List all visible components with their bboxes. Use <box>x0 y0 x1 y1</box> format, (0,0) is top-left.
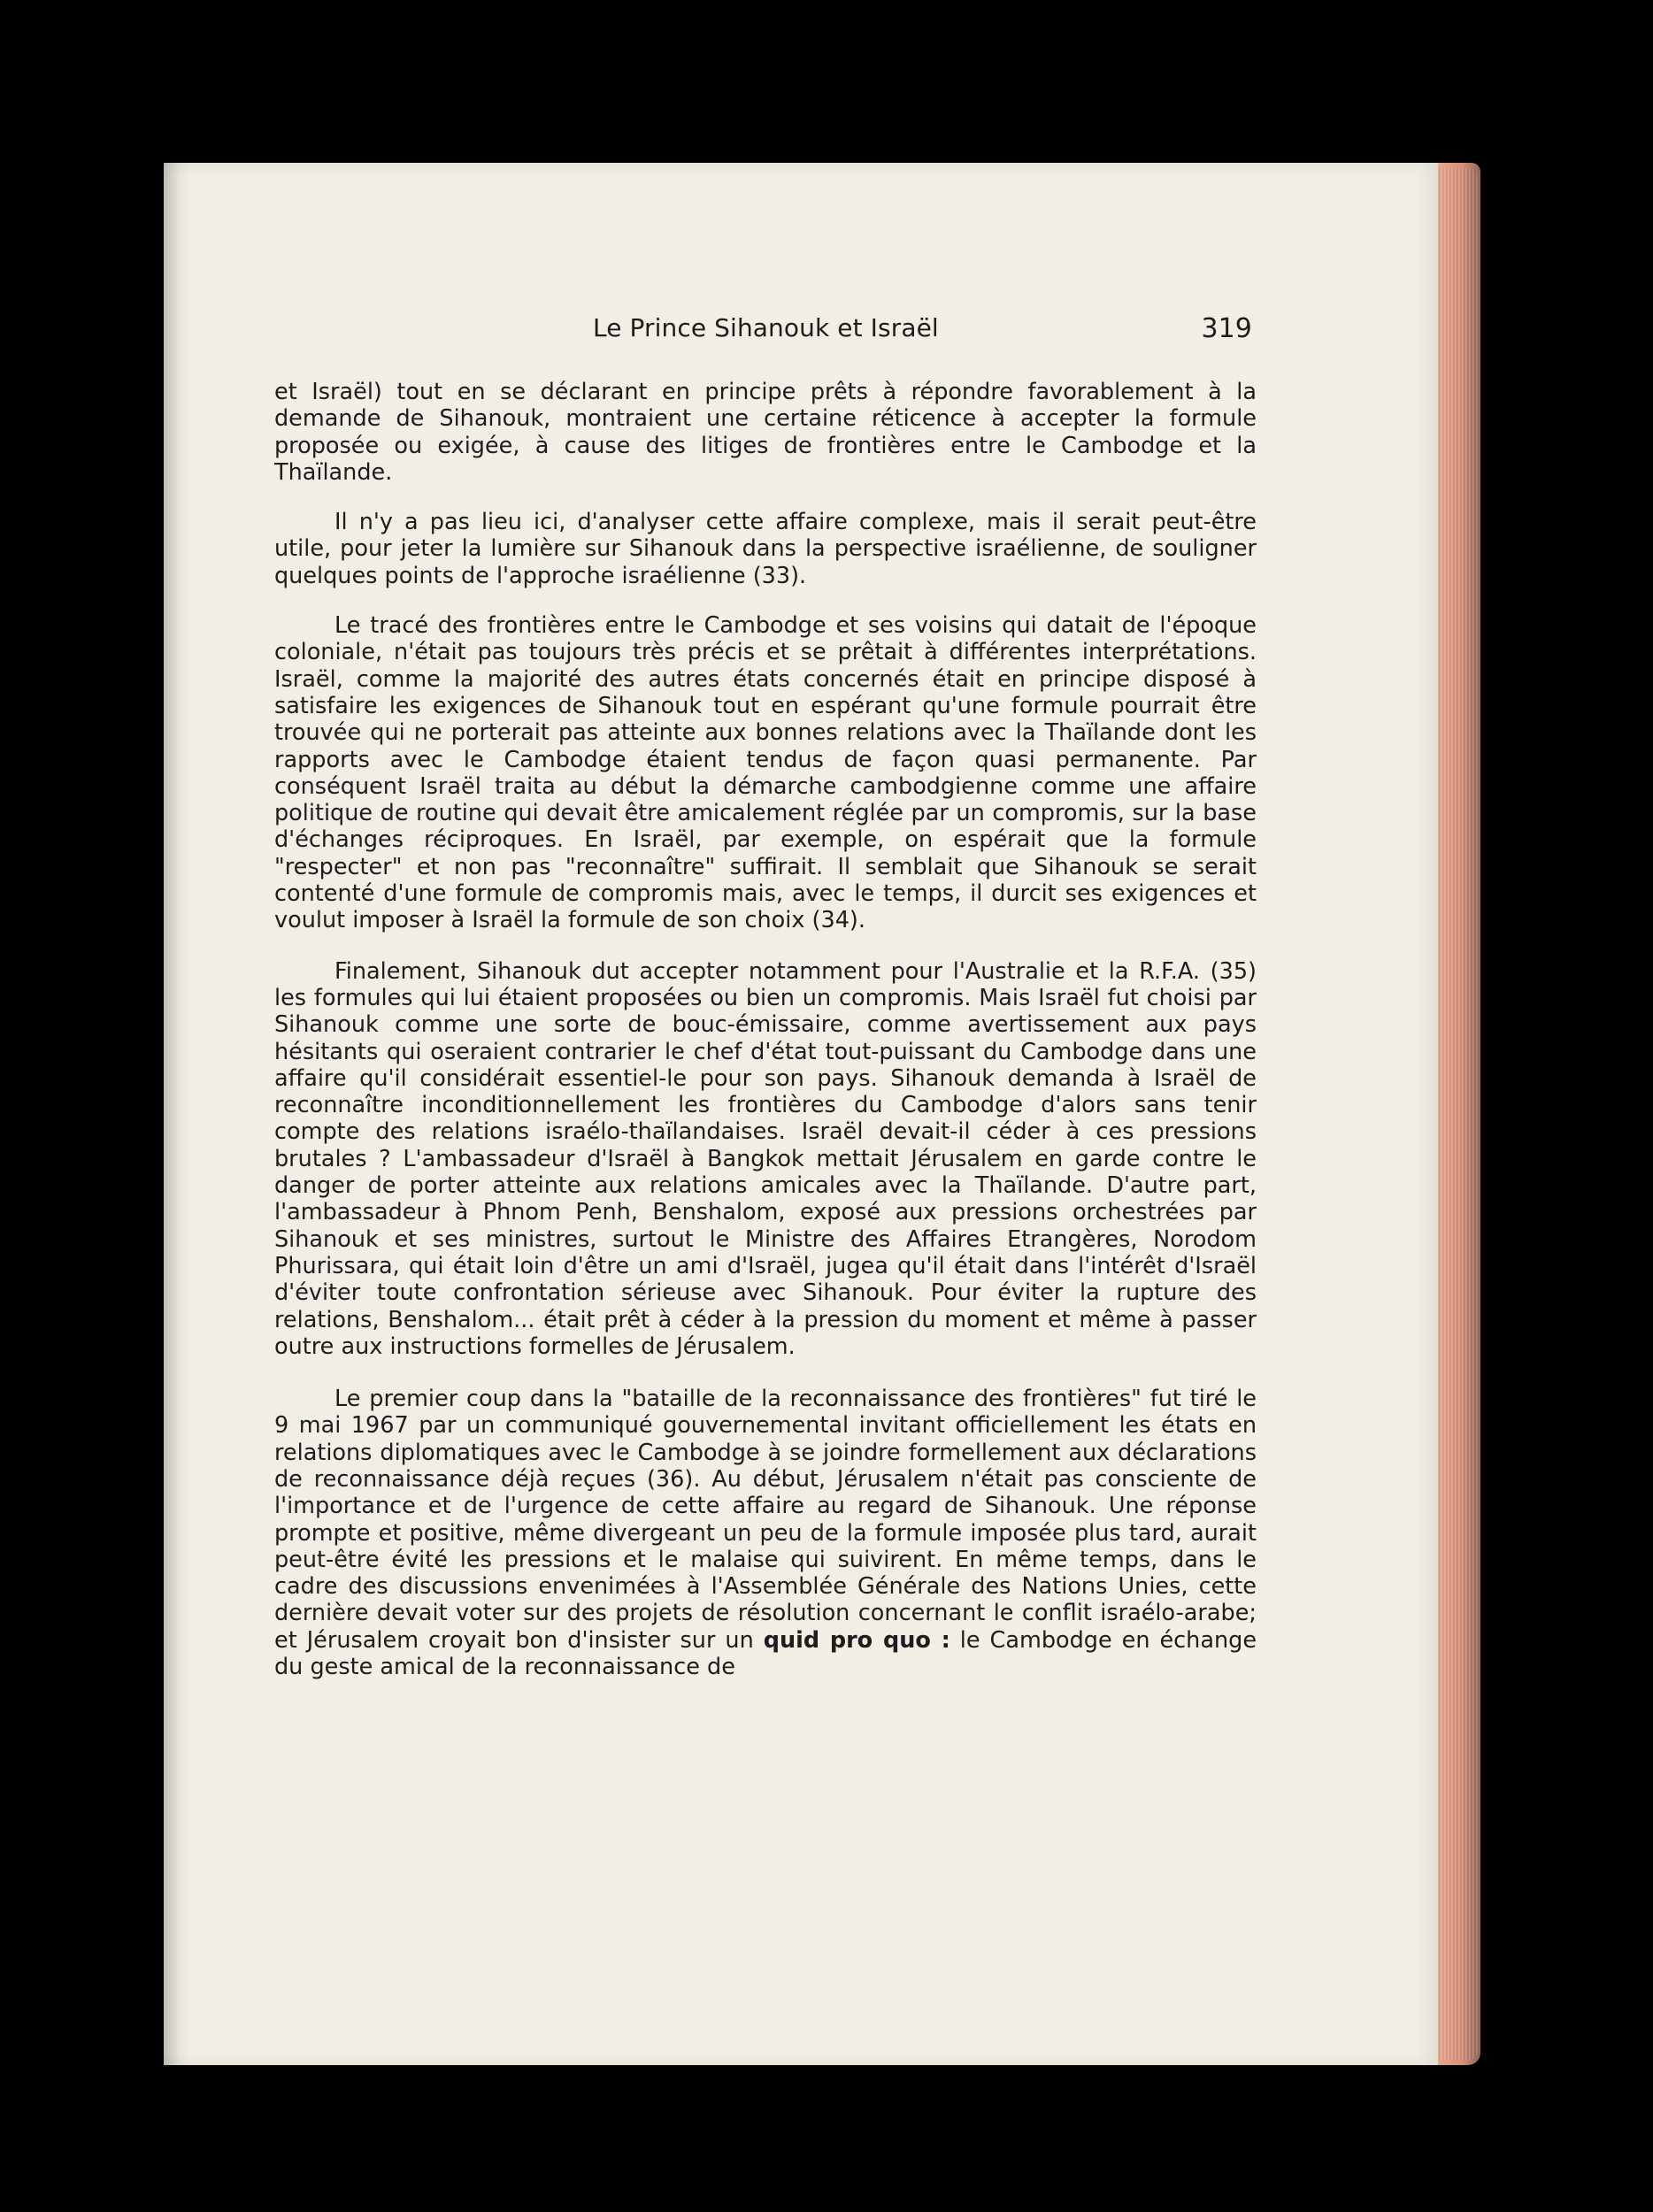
quid-pro-quo-emphasis: quid pro quo : <box>763 1626 950 1654</box>
paragraph-5 <box>274 1386 1257 1680</box>
paragraph-5-main: Le premier coup dans la "bataille de la reconnaissance des frontières" fut tiré le 9 mai 1967 par un communiqué gouvernemental invitant officiellement les états en relations diplomatiques avec le Cambodge à se joindre formellement aux déclarations de reconnaissance déjà reçues (36). Au début, Jérusalem n'était pas consciente de l'importance et de l'urgence de cette affaire au regard de Sihanouk. Une réponse prompte et positive, même divergeant un peu de la formule imposée plus tard, aurait peut-être évité les pressions et le malaise qui suivirent. En même temps, dans le cadre des discussions envenimées à l'Assemblée Générale des Nations Unies, cette dernière devait voter sur des projets de résolution concernant le conflit israélo-arabe; et Jérusalem croyait bon d'insister sur un <box>274 1386 1257 1654</box>
paragraph-5-end: le Cambodge en échange du geste amical de la reconnaissance de <box>274 1626 1257 1681</box>
running-header <box>274 313 1252 359</box>
body-text <box>274 379 1257 1680</box>
page-number: 319 <box>1201 313 1252 344</box>
paragraph-3: Le tracé des frontières entre le Cambodge et ses voisins qui datait de l'époque coloniale, n'était pas toujours très précis et se prêtait à différentes interprétations. Israël, comme la majorité des autres états concernés était en principe disposé à satisfaire les exigences de Sihanouk tout en espérant qu'une formule pourrait être trouvée qui ne porterait pas atteinte aux bonnes relations avec la Thaïlande dont les rapports avec le Cambodge étaient tendus de façon quasi permanente. Par conséquent Israël traita au début la démarche cambodgienne comme une affaire politique de routine qui devait être amicalement réglée par un compromis, sur la base d'échanges réciproques. En Israël, par exemple, on espérait que la formule "respecter" et non pas "reconnaître" suffirait. Il semblait que Sihanouk se serait contenté d'une formule de compromis mais, avec le temps, il durcit ses exigences et voulut imposer à Israël la formule de son choix (34). <box>274 612 1257 934</box>
paragraph-4: Finalement, Sihanouk dut accepter notamment pour l'Australie et la R.F.A. (35) les formules qui lui étaient proposées ou bien un compromis. Mais Israël fut choisi par Sihanouk comme une sorte de bouc-émissaire, comme avertissement aux pays hésitants qui oseraient contrarier le chef d'état tout-puissant du Cambodge dans une affaire qu'il considérait essentiel-le pour son pays. Sihanouk demanda à Israël de reconnaître inconditionnellement les frontières du Cambodge d'alors sans tenir compte des relations israélo-thaïlandaises. Israël devait-il céder à ces pressions brutales ? L'ambassadeur d'Israël à Bangkok mettait Jérusalem en garde contre le danger de porter atteinte aux relations amicales avec la Thaïlande. D'autre part, l'ambassadeur à Phnom Penh, Benshalom, exposé aux pressions orchestrées par Sihanouk et ses ministres, surtout le Ministre des Affaires Etrangères, Norodom Phurissara, qui était loin d'être un ami d'Israël, jugea qu'il était dans l'intérêt d'Israël d'éviter toute confrontation sérieuse avec Sihanouk. Pour éviter la rupture des relations, Benshalom... était prêt à céder à la pression du moment et même à passer outre aux instructions formelles de Jérusalem. <box>274 957 1257 1360</box>
paragraph-2: Il n'y a pas lieu ici, d'analyser cette affaire complexe, mais il serait peut-être utile, pour jeter la lumière sur Sihanouk dans la perspective israélienne, de souligner quelques points de l'approche israélienne (33). <box>274 509 1257 589</box>
paragraph-1: et Israël) tout en se déclarant en principe prêts à répondre favorablement à la demande de Sihanouk, montraient une certaine réticence à accepter la formule proposée ou exigée, à cause des litiges de frontières entre le Cambodge et la Thaïlande. <box>274 379 1257 486</box>
page-gutter-shadow <box>164 163 190 2065</box>
running-header-title: Le Prince Sihanouk et Israël <box>593 313 939 342</box>
